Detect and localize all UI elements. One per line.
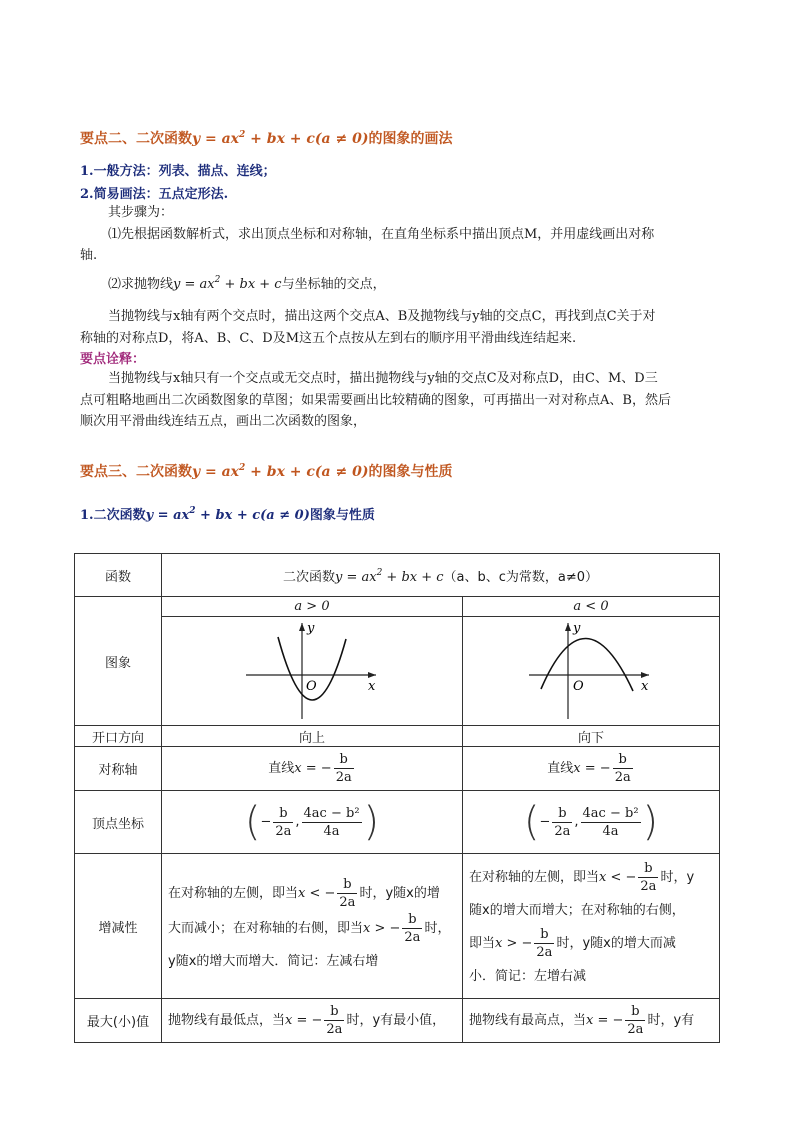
formula: $y = ax^2$ + bx + c(a ≠ 0) [192, 130, 369, 147]
upward-parabola-graph [162, 617, 462, 721]
y-axis-arrow [299, 623, 305, 631]
section2-heading-prefix: 要点二、二次函数 [80, 131, 192, 147]
x-axis-label: x [641, 679, 649, 694]
section3-sub1-suffix: 图象与性质 [309, 508, 375, 523]
graph-downward-cell [463, 617, 720, 726]
row-label-monotonic: 增减性 [75, 854, 162, 999]
x-axis-label: x [368, 679, 376, 694]
opening-downward: 向下 [463, 726, 720, 747]
y-axis-arrow [565, 623, 571, 631]
formula: $y = ax^2$ + bx + c [334, 567, 444, 585]
note-line2: 点可粗略地画出二次函数图象的草图；如果需要画出比较精确的图象，可再描出一对对称点A、B，然后 [80, 393, 671, 408]
vertex-negative: (− $\frac{b}{2a}$ , $\frac{\text{4ac − b²}}{4a}$ ) [463, 791, 720, 854]
formula: $y = ax^2$ + bx + c [173, 275, 282, 292]
y-axis-label: y [307, 621, 315, 636]
origin-label: O [306, 679, 317, 694]
extreme-negative: 抛物线有最高点，当x = − $\frac{b}{2a}$ 时，y有 [463, 999, 720, 1043]
step1-line1: ⑴先根据函数解析式，求出顶点坐标和对称轴，在直角坐标系中描出顶点M，并用虚线画出对称 [108, 227, 655, 242]
note-line3: 顺次用平滑曲线连结五点，画出二次函数的图象， [80, 414, 367, 429]
extreme-positive: 抛物线有最低点，当x = − $\frac{b}{2a}$ 时，y有最小值， [162, 999, 463, 1043]
condition-a-negative: a < 0 [463, 597, 720, 617]
graph-upward-cell [162, 617, 463, 726]
properties-table [74, 553, 720, 1043]
section3-sub1-prefix: 1.二次函数 [80, 508, 146, 523]
row-label-function: 函数 [75, 554, 162, 597]
opening-upward: 向上 [162, 726, 463, 747]
x-axis-arrow [641, 672, 649, 678]
x-axis-arrow [368, 672, 376, 678]
para1-line1: 当抛物线与x轴有两个交点时，描出这两个交点A、B及抛物线与y轴的交点C，再找到点C关于对 [108, 309, 656, 324]
section3-sub1 [80, 504, 375, 523]
table-row-vertex [75, 791, 720, 854]
formula: $y = ax^2$ + bx + c(a ≠ 0) [145, 506, 310, 523]
step1-line2: 轴. [80, 248, 98, 263]
axis-negative: 直线x = − $\frac{b}{2a}$ [463, 747, 720, 791]
function-definition: 二次函数$y = ax^2$ + bx + c（a、b、c为常数，a≠0） [162, 554, 720, 597]
step2-prefix: ⑵求抛物线 [108, 277, 174, 292]
note-line1: 当抛物线与x轴只有一个交点或无交点时，描出抛物线与y轴的交点C及对称点D，由C、M、D三 [108, 371, 658, 386]
formula: $y = ax^2$ + bx + c(a ≠ 0) [192, 463, 369, 480]
step2-line [108, 272, 386, 297]
monotonic-negative: 在对称轴的左侧，即当x < − $\frac{b}{2a}$ 时，y 随x的增大而增大；在对称轴的右侧， 即当x > − $\frac{b}{2a}$ 时，y随x的增大而减 小．简记：左增右减 [463, 854, 720, 999]
section3-heading-prefix: 要点三、二次函数 [80, 464, 192, 480]
axis-positive: 直线x = − $\frac{b}{2a}$ [162, 747, 463, 791]
row-label-graph: 图象 [75, 597, 162, 726]
table-row-monotonic [75, 854, 720, 999]
table-row-function [75, 554, 720, 597]
section2-heading [80, 128, 452, 148]
section2-item1: 1.一般方法：列表、描点、连线； [80, 164, 276, 179]
parabola-curve [541, 638, 633, 691]
table-row-conditions [75, 597, 720, 617]
row-label-axis: 对称轴 [75, 747, 162, 791]
section3-heading-suffix: 的图象与性质 [368, 464, 453, 480]
table-row-extreme [75, 999, 720, 1043]
monotonic-positive: 在对称轴的左侧，即当x < − $\frac{b}{2a}$ 时，y随x的增 大而减小；在对称轴的右侧，即当x > − $\frac{b}{2a}$ 时， y随x的增大而增大．简记：左减右增 [162, 854, 463, 999]
note-label: 要点诠释： [80, 352, 146, 367]
condition-a-positive: a > 0 [162, 597, 463, 617]
step2-suffix: 与坐标轴的交点， [281, 277, 386, 292]
section3-heading [80, 461, 452, 481]
row-label-extreme: 最大(小)值 [75, 999, 162, 1043]
row-label-opening: 开口方向 [75, 726, 162, 747]
steps-intro: 其步骤为： [108, 205, 174, 220]
section2-item2: 2.简易画法：五点定形法. [80, 187, 229, 202]
downward-parabola-graph [463, 617, 719, 721]
section2-heading-suffix: 的图象的画法 [368, 131, 453, 147]
table-row-graphs [75, 617, 720, 726]
vertex-positive: (− $\frac{b}{2a}$ , $\frac{\text{4ac − b²}}{4a}$ ) [162, 791, 463, 854]
row-label-vertex: 顶点坐标 [75, 791, 162, 854]
table-row-opening [75, 726, 720, 747]
table-row-axis [75, 747, 720, 791]
para1-line2: 称轴的对称点D，将A、B、C、D及M这五个点按从左到右的顺序用平滑曲线连结起来. [80, 331, 577, 346]
y-axis-label: y [573, 621, 581, 636]
origin-label: O [573, 679, 584, 694]
